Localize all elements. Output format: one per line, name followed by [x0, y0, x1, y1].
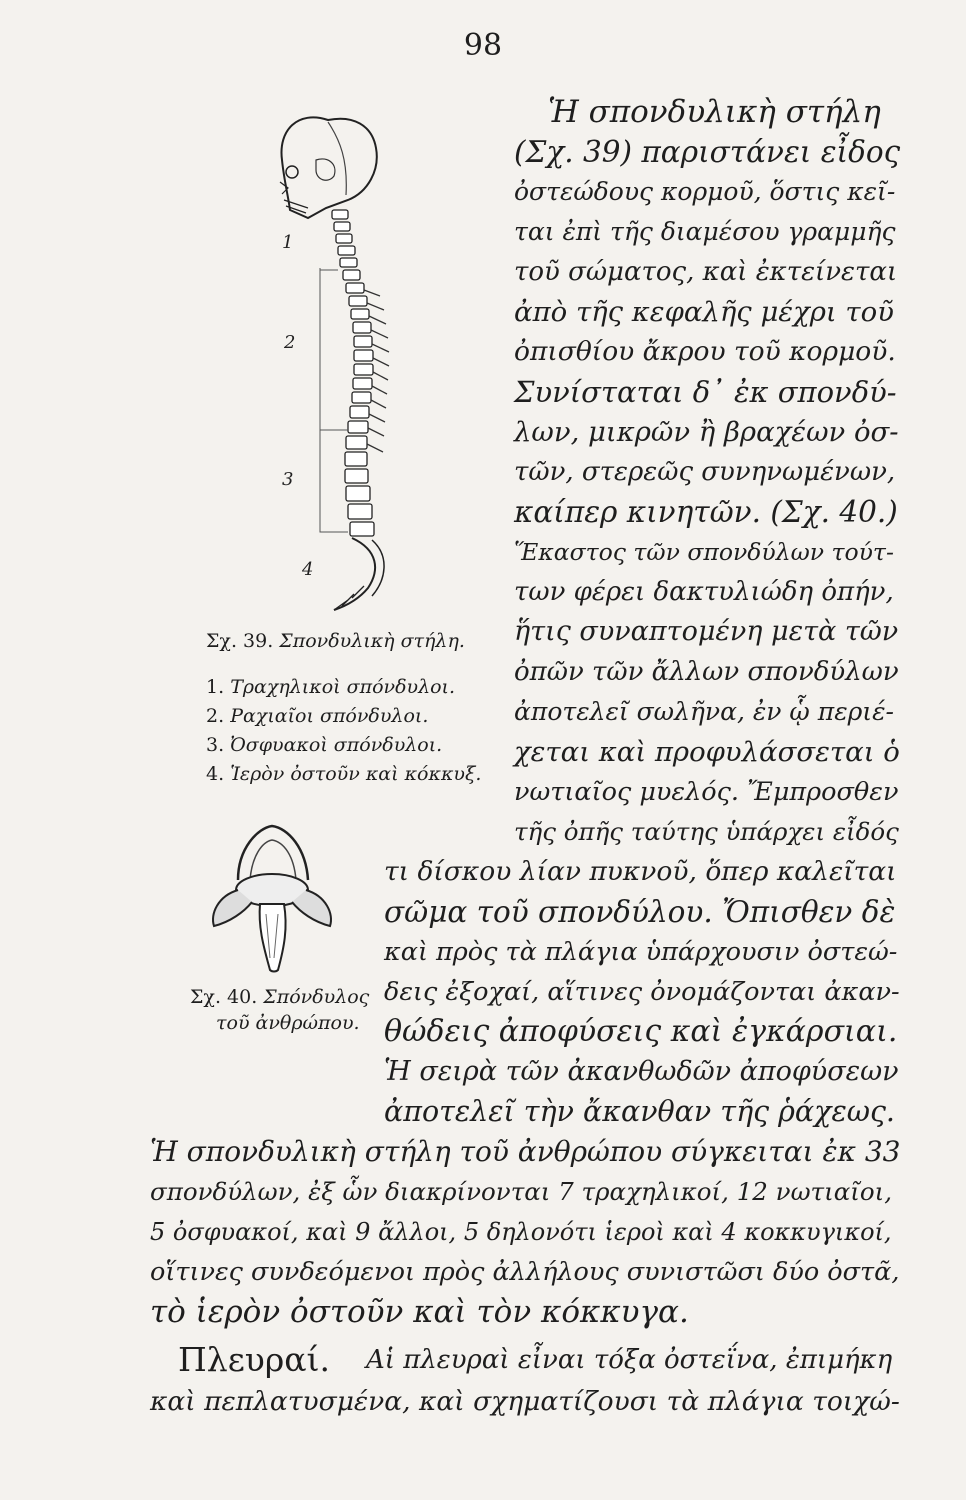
figure-40-caption-line2 [216, 1010, 360, 1036]
right-text-line: τῶν, στερεῶς συνηνωμένων, [514, 457, 896, 487]
spine-number-1: 1 [282, 232, 294, 253]
right-text-line: των φέρει δακτυλιώδη ὀπήν, [514, 577, 894, 607]
right-text-line: ὀπισθίου ἄκρου τοῦ κορμοῦ. [514, 336, 896, 367]
legend-num: 3. [206, 734, 225, 756]
legend-text: Τραχηλικοὶ σπόνδυλοι. [230, 676, 456, 698]
right-text-line: ται ἐπὶ τῆς διαμέσου γραμμῆς [514, 217, 896, 246]
legend-num: 1. [206, 676, 225, 698]
body-text-line: καὶ πεπλατυσμένα, καὶ σχηματίζουσι τὰ πλάγια τοιχώ- [150, 1386, 900, 1417]
body-text-line: τὸ ἱερὸν ὀστοῦν καὶ τὸν κόκκυγα. [150, 1294, 689, 1330]
page-number: 98 [463, 28, 503, 63]
right-text-line: καίπερ κινητῶν. (Σχ. 40.) [514, 495, 898, 529]
figure-40-title: Σπόνδυλος [263, 986, 370, 1008]
middle-text-line: σῶμα τοῦ σπονδύλου. Ὄπισθεν δὲ [384, 895, 896, 929]
middle-text-line: ἀποτελεῖ τὴν ἄκανθαν τῆς ῥάχεως. [384, 1095, 895, 1128]
spine-number-4: 4 [302, 559, 314, 580]
right-text-line: Συνίσταται δ᾽ ἐκ σπονδύ- [514, 375, 897, 409]
spine-number-2: 2 [284, 332, 296, 353]
vertebra-illustration [208, 818, 348, 978]
middle-text-line: τι δίσκου λίαν πυκνοῦ, ὅπερ καλεῖται [384, 856, 897, 887]
body-text-line: Αἱ πλευραὶ εἶναι τόξα ὀστεΐνα, ἐπιμήκη [366, 1345, 893, 1375]
legend-text: Ραχιαῖοι σπόνδυλοι. [230, 705, 429, 727]
legend-item-1 [206, 674, 455, 700]
middle-text-line: καὶ πρὸς τὰ πλάγια ὑπάρχουσιν ὀστεώ- [384, 937, 898, 967]
right-text-line: Ἡ σπονδυλικὴ στήλη [548, 94, 881, 130]
right-text-line: ἥτις συναπτομένη μετὰ τῶν [514, 616, 899, 647]
middle-text-line: δεις ἐξοχαί, αἵτινες ὀνομάζονται ἀκαν- [384, 977, 900, 1007]
figure-40-prefix: Σχ. 40. [190, 986, 258, 1008]
right-text-line: τοῦ σώματος, καὶ ἐκτείνεται [514, 257, 898, 287]
legend-text: Ὀσφυακοὶ σπόνδυλοι. [230, 734, 443, 756]
figure-40-caption [190, 984, 369, 1010]
figure-39-prefix: Σχ. 39. [206, 630, 274, 652]
legend-num: 2. [206, 705, 225, 727]
legend-text: Ἱερὸν ὀστοῦν καὶ κόκκυξ. [230, 763, 482, 785]
right-text-line: (Σχ. 39) παριστάνει εἶδος [514, 135, 901, 169]
figure-39-title: Σπονδυλικὴ στήλη. [279, 630, 465, 652]
right-text-line: νωτιαῖος μυελός. Ἔμπροσθεν [514, 777, 899, 807]
right-text-line: ὀστεώδους κορμοῦ, ὅστις κεῖ- [514, 177, 896, 206]
body-text-line: σπονδύλων, ἐξ ὧν διακρίνονται 7 τραχηλικοί, 12 νωτιαῖοι, [150, 1177, 893, 1206]
middle-text-line: Ἡ σειρὰ τῶν ἀκανθωδῶν ἀποφύσεων [384, 1056, 899, 1087]
section-heading-pleurai: Πλευραί. [178, 1340, 330, 1379]
spine-illustration [268, 100, 408, 620]
legend-item-2 [206, 703, 428, 729]
right-text-line: ἀπὸ τῆς κεφαλῆς μέχρι τοῦ [514, 296, 894, 328]
figure-40-title-line2: τοῦ ἀνθρώπου. [216, 1012, 360, 1034]
body-text-line: οἵτινες συνδεόμενοι πρὸς ἀλλήλους συνιστῶσι δύο ὀστᾶ, [150, 1257, 900, 1287]
figure-39-caption [206, 628, 465, 654]
body-text-line: 5 ὀσφυακοί, καὶ 9 ἄλλοι, 5 δηλονότι ἱεροὶ καὶ 4 κοκκυγικοί, [150, 1218, 892, 1246]
right-text-line: Ἕκαστος τῶν σπονδύλων τούτ- [514, 538, 894, 566]
right-text-line: τῆς ὀπῆς ταύτης ὑπάρχει εἶδός [514, 817, 899, 846]
legend-item-4 [206, 761, 481, 787]
right-text-line: ὀπῶν τῶν ἄλλων σπονδύλων [514, 657, 899, 687]
spine-number-3: 3 [282, 469, 294, 490]
legend-num: 4. [206, 763, 225, 785]
right-text-line: λων, μικρῶν ἢ βραχέων ὀσ- [514, 416, 899, 448]
legend-item-3 [206, 732, 442, 758]
right-text-line: ἀποτελεῖ σωλῆνα, ἐν ᾧ περιέ- [514, 697, 894, 726]
right-text-line: χεται καὶ προφυλάσσεται ὁ [514, 736, 900, 768]
body-text-line: Ἡ σπονδυλικὴ στήλη τοῦ ἀνθρώπου σύγκειται ἐκ 33 [150, 1135, 901, 1168]
middle-text-line: θώδεις ἀποφύσεις καὶ ἐγκάρσιαι. [384, 1014, 898, 1049]
